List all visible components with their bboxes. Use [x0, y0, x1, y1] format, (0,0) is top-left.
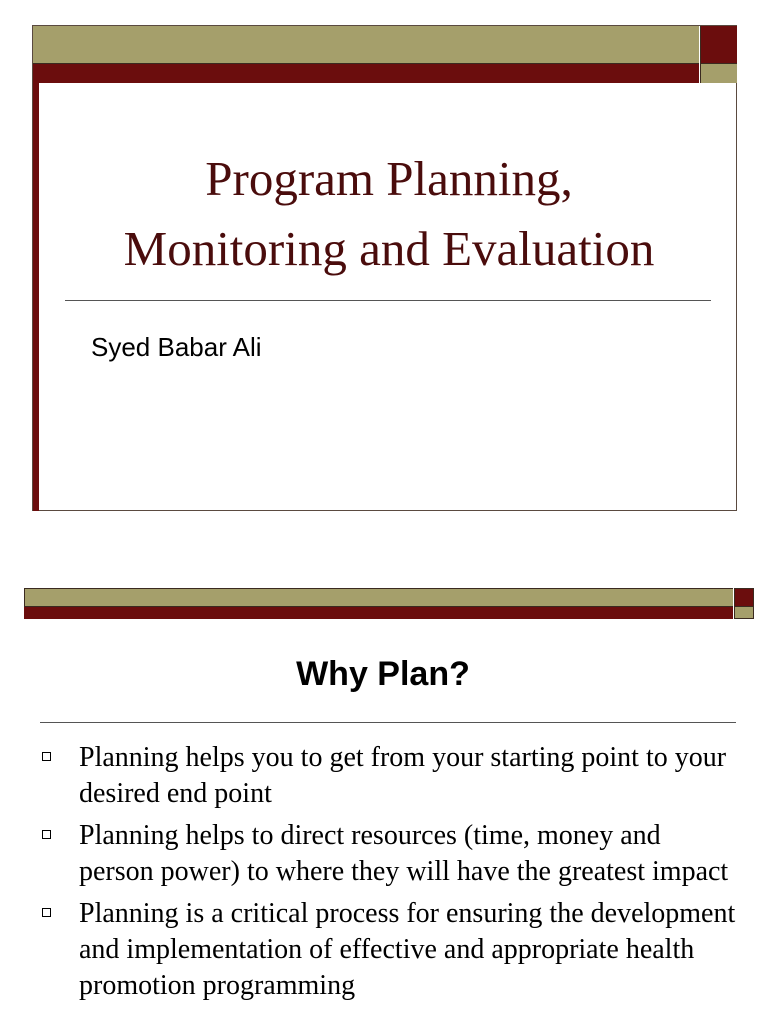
title-divider — [65, 300, 711, 301]
slide-title-line-1: Program Planning, — [205, 151, 573, 206]
corner-olive-square — [734, 607, 754, 619]
list-item-text: Planning is a critical process for ensuring the development and implementation of effective and appropriate health promotion programming — [79, 898, 736, 1001]
header-olive-bar — [24, 588, 733, 607]
left-maroon-stripe — [33, 83, 39, 511]
corner-maroon-square — [700, 26, 737, 64]
heading-divider — [40, 722, 736, 723]
slide-heading: Why Plan? — [296, 655, 470, 693]
list-item — [38, 896, 738, 1004]
corner-maroon-square — [734, 588, 754, 607]
title-slide — [32, 25, 737, 511]
slide-title — [53, 144, 725, 284]
list-item — [38, 740, 738, 812]
hollow-square-icon — [42, 830, 51, 839]
list-item-text: Planning helps you to get from your starting point to your desired end point — [79, 742, 727, 809]
list-item-text: Planning helps to direct resources (time, money and person power) to where they will have the greatest impact — [79, 820, 729, 887]
header-olive-bar — [33, 26, 699, 64]
hollow-square-icon — [42, 752, 51, 761]
header-maroon-band — [33, 64, 699, 83]
bullet-list — [38, 740, 738, 1010]
why-plan-slide — [24, 588, 754, 1024]
hollow-square-icon — [42, 908, 51, 917]
list-item — [38, 818, 738, 890]
slide-title-line-2: Monitoring and Evaluation — [123, 221, 655, 276]
author-name: Syed Babar Ali — [91, 332, 262, 362]
corner-olive-square — [700, 64, 737, 83]
header-maroon-band — [24, 607, 733, 619]
